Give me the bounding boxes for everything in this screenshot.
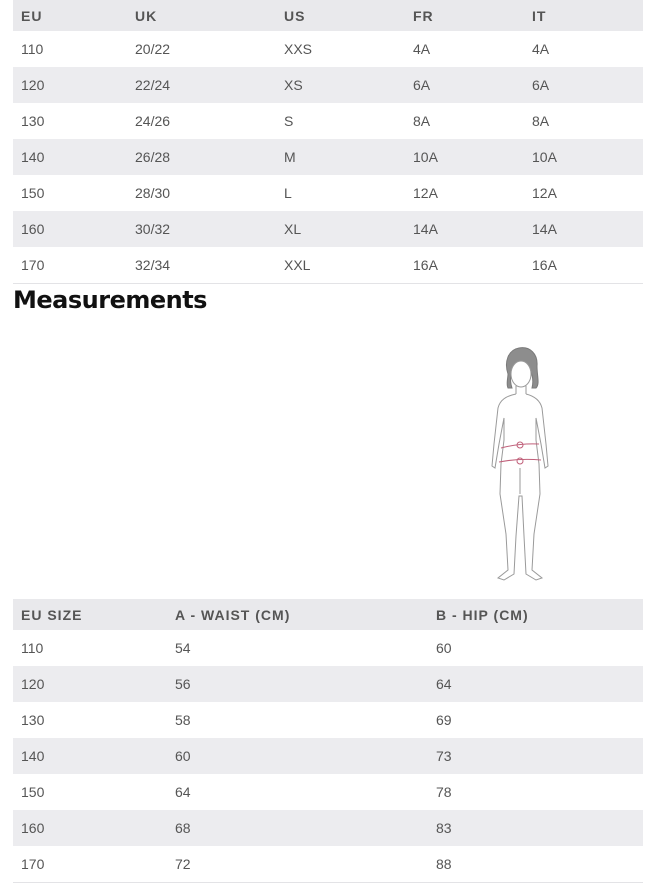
table-cell: 120: [13, 67, 127, 103]
table-cell: 6A: [405, 67, 524, 103]
table-cell: 16A: [524, 247, 643, 284]
table-cell: 120: [13, 666, 167, 702]
table-row: [13, 103, 643, 139]
table-cell: 10A: [405, 139, 524, 175]
table-cell: 14A: [405, 211, 524, 247]
table-row: [13, 139, 643, 175]
table-cell: 150: [21, 185, 45, 201]
table-cell: 170: [13, 846, 167, 883]
table-cell: L: [284, 185, 292, 201]
table-cell: 4A: [413, 41, 431, 57]
table-row: [13, 247, 643, 284]
table-cell: 26/28: [127, 139, 276, 175]
hip-line: [499, 459, 541, 462]
table-cell: 110: [21, 41, 44, 57]
body-measurement-figure: [482, 344, 562, 584]
table-cell: 56: [167, 666, 428, 702]
table-cell: 20/22: [135, 41, 171, 57]
table-row: [13, 630, 643, 666]
table-cell: 24/26: [135, 113, 171, 129]
table-cell: 6A: [524, 67, 643, 103]
column-header-fr: FR: [405, 0, 524, 31]
table-cell: 12A: [532, 185, 557, 201]
table-cell: 69: [436, 712, 452, 728]
column-header-hip: B - HIP (CM): [428, 599, 643, 630]
table-cell: 83: [428, 810, 643, 846]
table-header-row: [13, 599, 643, 630]
table-cell: 78: [436, 784, 452, 800]
column-header-uk: UK: [127, 0, 276, 31]
table-row: [13, 666, 643, 702]
table-cell: XL: [276, 211, 405, 247]
waist-line: [501, 444, 539, 448]
table-cell: 160: [13, 810, 167, 846]
table-row: [13, 846, 643, 883]
table-cell: XXL: [276, 247, 405, 284]
table-cell: 150: [21, 784, 45, 800]
table-cell: M: [276, 139, 405, 175]
table-row: [13, 211, 643, 247]
table-cell: 58: [175, 712, 191, 728]
table-cell: S: [284, 113, 294, 129]
table-cell: 30/32: [127, 211, 276, 247]
table-cell: 88: [428, 846, 643, 883]
table-row: [13, 810, 643, 846]
size-conversion-table: [13, 0, 643, 284]
table-cell: 64: [175, 784, 191, 800]
column-header-it: IT: [524, 0, 643, 31]
head-outline: [511, 361, 531, 387]
table-cell: 160: [13, 211, 127, 247]
table-cell: 130: [21, 712, 45, 728]
table-cell: 68: [167, 810, 428, 846]
table-cell: 72: [167, 846, 428, 883]
table-cell: XS: [276, 67, 405, 103]
table-row: [13, 175, 643, 211]
table-row: [13, 774, 643, 810]
measurements-heading: Measurements: [13, 286, 207, 314]
table-cell: 4A: [532, 41, 550, 57]
table-row: [13, 67, 643, 103]
table-cell: 16A: [405, 247, 524, 284]
table-row: [13, 31, 643, 67]
table-cell: 140: [13, 139, 127, 175]
column-header-eu: EU: [13, 0, 127, 31]
table-cell: 140: [13, 738, 167, 774]
table-cell: 10A: [524, 139, 643, 175]
table-cell: 64: [428, 666, 643, 702]
size-conversion-table-container: [13, 0, 643, 284]
table-cell: 8A: [532, 113, 550, 129]
table-row: [13, 702, 643, 738]
table-cell: 170: [13, 247, 127, 284]
table-cell: 73: [428, 738, 643, 774]
column-header-eu-size: EU SIZE: [13, 599, 167, 630]
column-header-us: US: [276, 0, 405, 31]
table-cell: 54: [175, 640, 191, 656]
table-cell: XXS: [284, 41, 313, 57]
table-cell: 12A: [413, 185, 438, 201]
table-cell: 8A: [413, 113, 431, 129]
hip-marker-b: [517, 458, 523, 464]
table-cell: 32/34: [127, 247, 276, 284]
table-header-row: [13, 0, 643, 31]
table-row: [13, 738, 643, 774]
table-cell: 110: [21, 640, 44, 656]
measurements-table: [13, 599, 643, 883]
table-cell: 60: [167, 738, 428, 774]
column-header-waist: A - WAIST (CM): [167, 599, 428, 630]
table-cell: 28/30: [135, 185, 171, 201]
measurements-table-container: [13, 599, 643, 883]
table-cell: 14A: [524, 211, 643, 247]
table-cell: 60: [436, 640, 452, 656]
table-cell: 22/24: [127, 67, 276, 103]
table-cell: 130: [21, 113, 45, 129]
